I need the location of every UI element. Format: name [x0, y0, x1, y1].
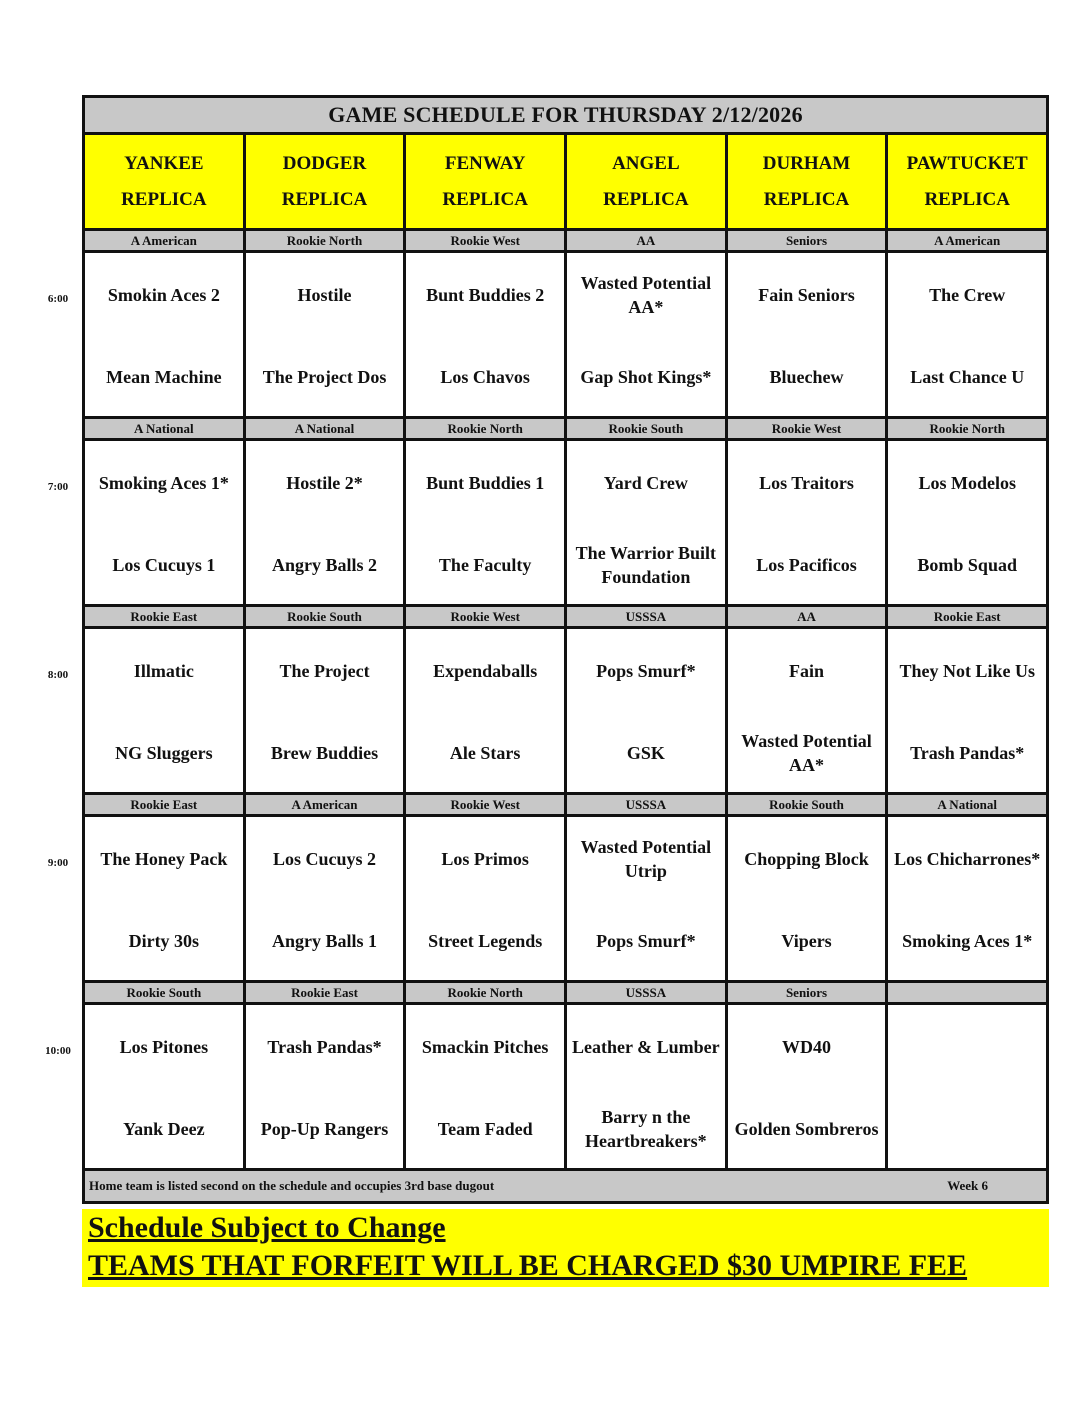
division-label: Rookie West [406, 231, 567, 250]
division-label: Rookie East [246, 983, 407, 1002]
week-label: Week 6 [947, 1178, 988, 1193]
field-name: ANGEL [612, 152, 680, 174]
away-team: Chopping Block [744, 849, 869, 869]
home-team: The Project Dos [262, 367, 387, 387]
schedule-change-notice: Schedule Subject to Change [88, 1211, 446, 1244]
game-row [85, 441, 1046, 607]
home-team: Bomb Squad [917, 555, 1017, 575]
game-cell [888, 629, 1046, 792]
home-team: Los Chavos [440, 367, 530, 387]
game-cell [246, 817, 407, 980]
away-team: Bunt Buddies 2 [426, 285, 545, 305]
away-team: Hostile 2* [286, 473, 363, 493]
division-label [888, 983, 1046, 1002]
field-suffix: REPLICA [603, 188, 689, 210]
home-team: Angry Balls 1 [272, 931, 378, 951]
time-slots [85, 231, 1046, 1171]
division-label: Rookie South [728, 795, 889, 814]
game-row [85, 629, 1046, 795]
time-label: 10:00 [45, 1045, 71, 1057]
home-team: Ale Stars [449, 743, 521, 763]
division-label: A American [888, 231, 1046, 250]
game-cell [406, 1005, 567, 1168]
home-team: Gap Shot Kings* [580, 367, 712, 387]
away-team: Wasted Potential Utrip [580, 837, 712, 881]
home-team: Smoking Aces 1* [902, 931, 1033, 951]
division-row [85, 795, 1046, 817]
home-team: Angry Balls 2 [272, 555, 378, 575]
forfeit-fee-notice: TEAMS THAT FORFEIT WILL BE CHARGED $30 UMPIRE FEE [88, 1249, 968, 1282]
division-label: Seniors [728, 983, 889, 1002]
game-cell [246, 441, 407, 604]
home-team: Vipers [781, 931, 832, 951]
away-team: Smoking Aces 1* [98, 473, 229, 493]
division-label: A National [246, 419, 407, 438]
home-team: Pop-Up Rangers [260, 1119, 389, 1139]
home-team: Brew Buddies [270, 743, 379, 763]
field-suffix: REPLICA [763, 188, 850, 210]
away-team: Smackin Pitches [421, 1037, 549, 1057]
field-name: DODGER [282, 152, 367, 174]
home-team: Barry n the Heartbreakers* [585, 1107, 707, 1151]
home-team: Mean Machine [106, 367, 222, 387]
game-cell [246, 1005, 407, 1168]
division-label: Rookie South [85, 983, 246, 1002]
away-team: The Crew [929, 285, 1006, 305]
game-cell [406, 817, 567, 980]
division-row [85, 419, 1046, 441]
away-team: Illmatic [133, 661, 194, 681]
division-label: A American [85, 231, 246, 250]
game-cell [728, 441, 889, 604]
away-team: Yard Crew [603, 473, 688, 493]
game-cell [406, 441, 567, 604]
division-label: A American [246, 795, 407, 814]
game-cell [728, 1005, 889, 1168]
division-label: AA [567, 231, 728, 250]
time-label: 7:00 [47, 481, 69, 493]
time-label: 6:00 [47, 293, 69, 305]
field-fenway [406, 135, 567, 228]
time-label: 9:00 [47, 857, 69, 869]
away-team: Expendaballs [433, 661, 538, 681]
field-pawtucket [888, 135, 1046, 228]
home-team: Los Cucuys 1 [112, 555, 216, 575]
division-label: Rookie North [406, 419, 567, 438]
division-label: AA [728, 607, 889, 626]
home-team: Last Chance U [910, 367, 1025, 387]
field-suffix: REPLICA [442, 188, 528, 210]
home-team: The Faculty [438, 555, 532, 575]
notice-banner [82, 1209, 1049, 1287]
field-name: FENWAY [444, 152, 526, 174]
field-header-row [85, 135, 1046, 231]
game-cell [246, 629, 407, 792]
away-team: Fain [789, 661, 825, 681]
away-team: Wasted Potential AA* [580, 273, 712, 317]
game-cell [85, 1005, 246, 1168]
division-row [85, 607, 1046, 629]
division-label: Rookie West [406, 607, 567, 626]
away-team: The Honey Pack [100, 849, 228, 869]
field-durham [728, 135, 889, 228]
home-team: Los Pacificos [756, 555, 857, 575]
field-suffix: REPLICA [281, 188, 368, 210]
home-team: Bluechew [769, 367, 844, 387]
away-team: Los Chicharrones* [894, 849, 1041, 869]
home-team: The Warrior Built Foundation [575, 543, 717, 587]
away-team: Pops Smurf* [596, 661, 696, 681]
home-team: Trash Pandas* [910, 743, 1025, 763]
game-cell [888, 253, 1046, 416]
field-suffix: REPLICA [121, 188, 207, 210]
field-yankee [85, 135, 246, 228]
division-label: Rookie North [406, 983, 567, 1002]
home-team: Pops Smurf* [596, 931, 696, 951]
game-cell [567, 1005, 728, 1168]
division-label: Rookie West [728, 419, 889, 438]
schedule-title: GAME SCHEDULE FOR THURSDAY 2/12/2026 [85, 98, 1046, 135]
game-cell [567, 629, 728, 792]
division-label: Rookie East [85, 795, 246, 814]
away-team: Los Cucuys 2 [272, 849, 377, 869]
division-label: A National [888, 795, 1046, 814]
away-team: WD40 [782, 1037, 832, 1057]
footnote-row [85, 1171, 1046, 1201]
away-team: Smokin Aces 2 [107, 285, 220, 305]
division-label: Seniors [728, 231, 889, 250]
away-team: Fain Seniors [758, 285, 855, 305]
division-label: Rookie North [246, 231, 407, 250]
game-cell [728, 817, 889, 980]
game-cell [85, 441, 246, 604]
schedule-table [82, 95, 1049, 1204]
game-cell [728, 629, 889, 792]
game-row [85, 253, 1046, 419]
division-label: USSSA [567, 795, 728, 814]
field-name: YANKEE [124, 152, 204, 174]
away-team: Los Primos [441, 849, 529, 869]
division-label: USSSA [567, 607, 728, 626]
away-team: Los Traitors [759, 473, 854, 493]
home-team: Wasted Potential AA* [741, 731, 872, 775]
home-team: Street Legends [428, 931, 543, 951]
game-cell [85, 629, 246, 792]
field-name: DURHAM [762, 152, 851, 174]
home-team: GSK [626, 743, 665, 763]
game-cell [888, 1005, 1046, 1168]
division-row [85, 231, 1046, 253]
game-cell [406, 629, 567, 792]
field-name: PAWTUCKET [906, 152, 1028, 174]
game-cell [406, 253, 567, 416]
game-cell [888, 817, 1046, 980]
home-team [890, 1099, 1044, 1159]
division-label: Rookie North [888, 419, 1046, 438]
division-label: Rookie East [888, 607, 1046, 626]
game-cell [728, 253, 889, 416]
game-cell [567, 817, 728, 980]
game-row [85, 1005, 1046, 1171]
field-suffix: REPLICA [924, 188, 1010, 210]
away-team [890, 1017, 1044, 1077]
home-team-note: Home team is listed second on the schedule and occupies 3rd base dugout [89, 1178, 495, 1193]
game-cell [567, 441, 728, 604]
away-team: Hostile [297, 285, 352, 305]
away-team: Los Modelos [918, 473, 1016, 493]
game-cell [246, 253, 407, 416]
away-team: Bunt Buddies 1 [426, 473, 545, 493]
away-team: The Project [279, 661, 370, 681]
game-cell [567, 253, 728, 416]
division-label: A National [85, 419, 246, 438]
division-label: USSSA [567, 983, 728, 1002]
field-dodger [246, 135, 407, 228]
game-cell [888, 441, 1046, 604]
home-team: Dirty 30s [128, 931, 200, 951]
division-row [85, 983, 1046, 1005]
away-team: They Not Like Us [899, 661, 1035, 681]
game-cell [85, 253, 246, 416]
away-team: Los Pitones [119, 1037, 209, 1057]
away-team: Leather & Lumber [572, 1037, 720, 1057]
division-label: Rookie West [406, 795, 567, 814]
division-label: Rookie South [246, 607, 407, 626]
home-team: Golden Sombreros [734, 1119, 879, 1139]
home-team: Team Faded [437, 1119, 533, 1139]
field-angel [567, 135, 728, 228]
away-team: Trash Pandas* [267, 1037, 382, 1057]
time-label: 8:00 [47, 669, 69, 681]
home-team: Yank Deez [123, 1119, 205, 1139]
game-cell [85, 817, 246, 980]
home-team: NG Sluggers [115, 743, 213, 763]
game-row [85, 817, 1046, 983]
division-label: Rookie South [567, 419, 728, 438]
division-label: Rookie East [85, 607, 246, 626]
